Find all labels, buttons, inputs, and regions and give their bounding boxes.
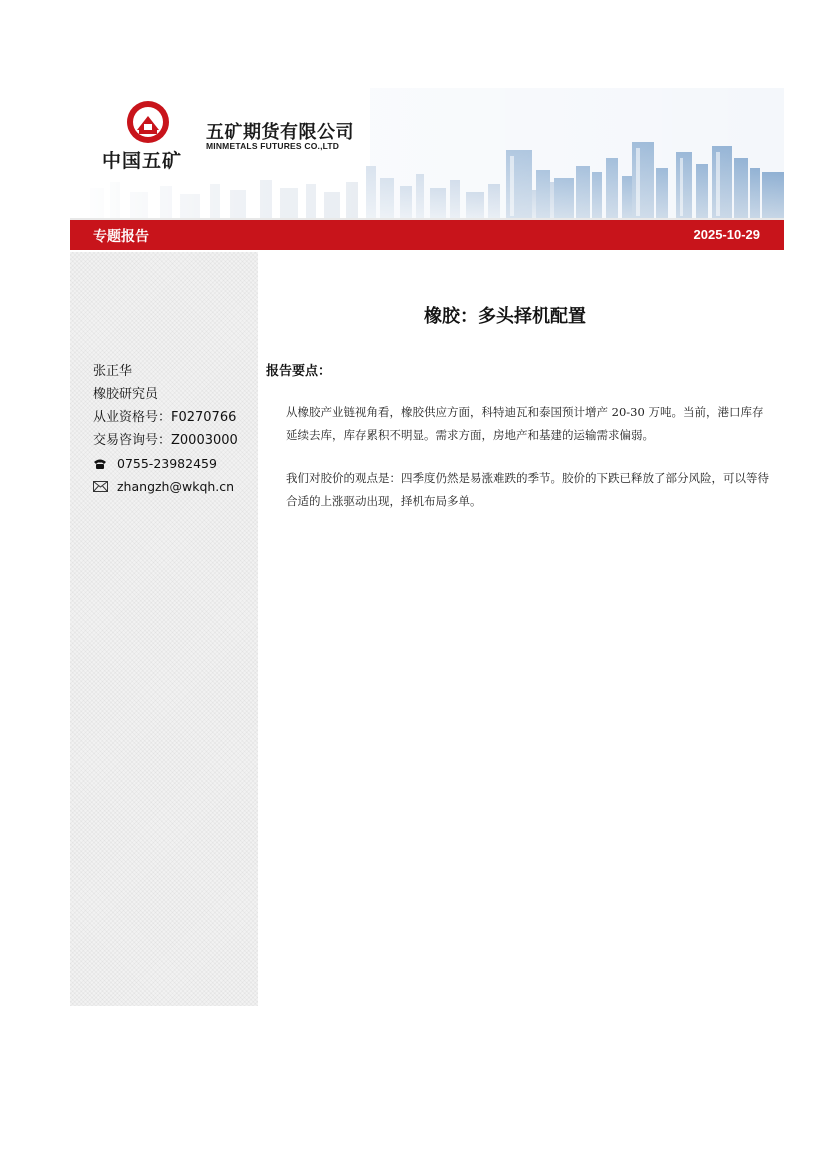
minmetals-logo-icon xyxy=(126,100,170,144)
phone-line xyxy=(93,452,238,475)
report-header-bar xyxy=(70,218,784,250)
email-link[interactable]: zhangzh@wkqh.cn xyxy=(117,479,235,494)
summary-paragraph: 我们对胶价的观点是：四季度仍然是易涨难跌的季节。胶价的下跌已释放了部分风险，可以等待合适的上涨驱动出现，择机布局多单。 xyxy=(286,471,769,508)
phone-icon xyxy=(93,458,111,470)
author-role: 橡胶研究员 xyxy=(93,387,159,402)
summary-heading: 报告要点： xyxy=(266,364,332,379)
report-date: 2025-10-29 xyxy=(693,227,760,242)
company-name-en: MINMETALS FUTURES CO.,LTD xyxy=(206,141,340,151)
author-info xyxy=(93,360,238,498)
email-icon xyxy=(93,481,111,492)
report-title: 橡胶：多头择机配置 xyxy=(424,306,586,327)
email-line xyxy=(93,475,238,498)
company-name-cn: 五矿期货有限公司 xyxy=(206,122,354,143)
qualification-number: 从业资格号：F0270766 xyxy=(93,410,237,425)
author-name: 张正华 xyxy=(93,364,133,379)
phone-number: 0755-23982459 xyxy=(117,456,217,471)
consulting-number: 交易咨询号：Z0003000 xyxy=(93,433,238,448)
report-type-label: 专题报告 xyxy=(93,229,149,245)
summary-paragraph: 从橡胶产业链视角看，橡胶供应方面，科特迪瓦和泰国预计增产 20-30 万吨。当前，港口库存延续去库，库存累积不明显。需求方面，房地产和基建的运输需求偏弱。 xyxy=(286,405,764,442)
brand-name: 中国五矿 xyxy=(102,150,183,172)
